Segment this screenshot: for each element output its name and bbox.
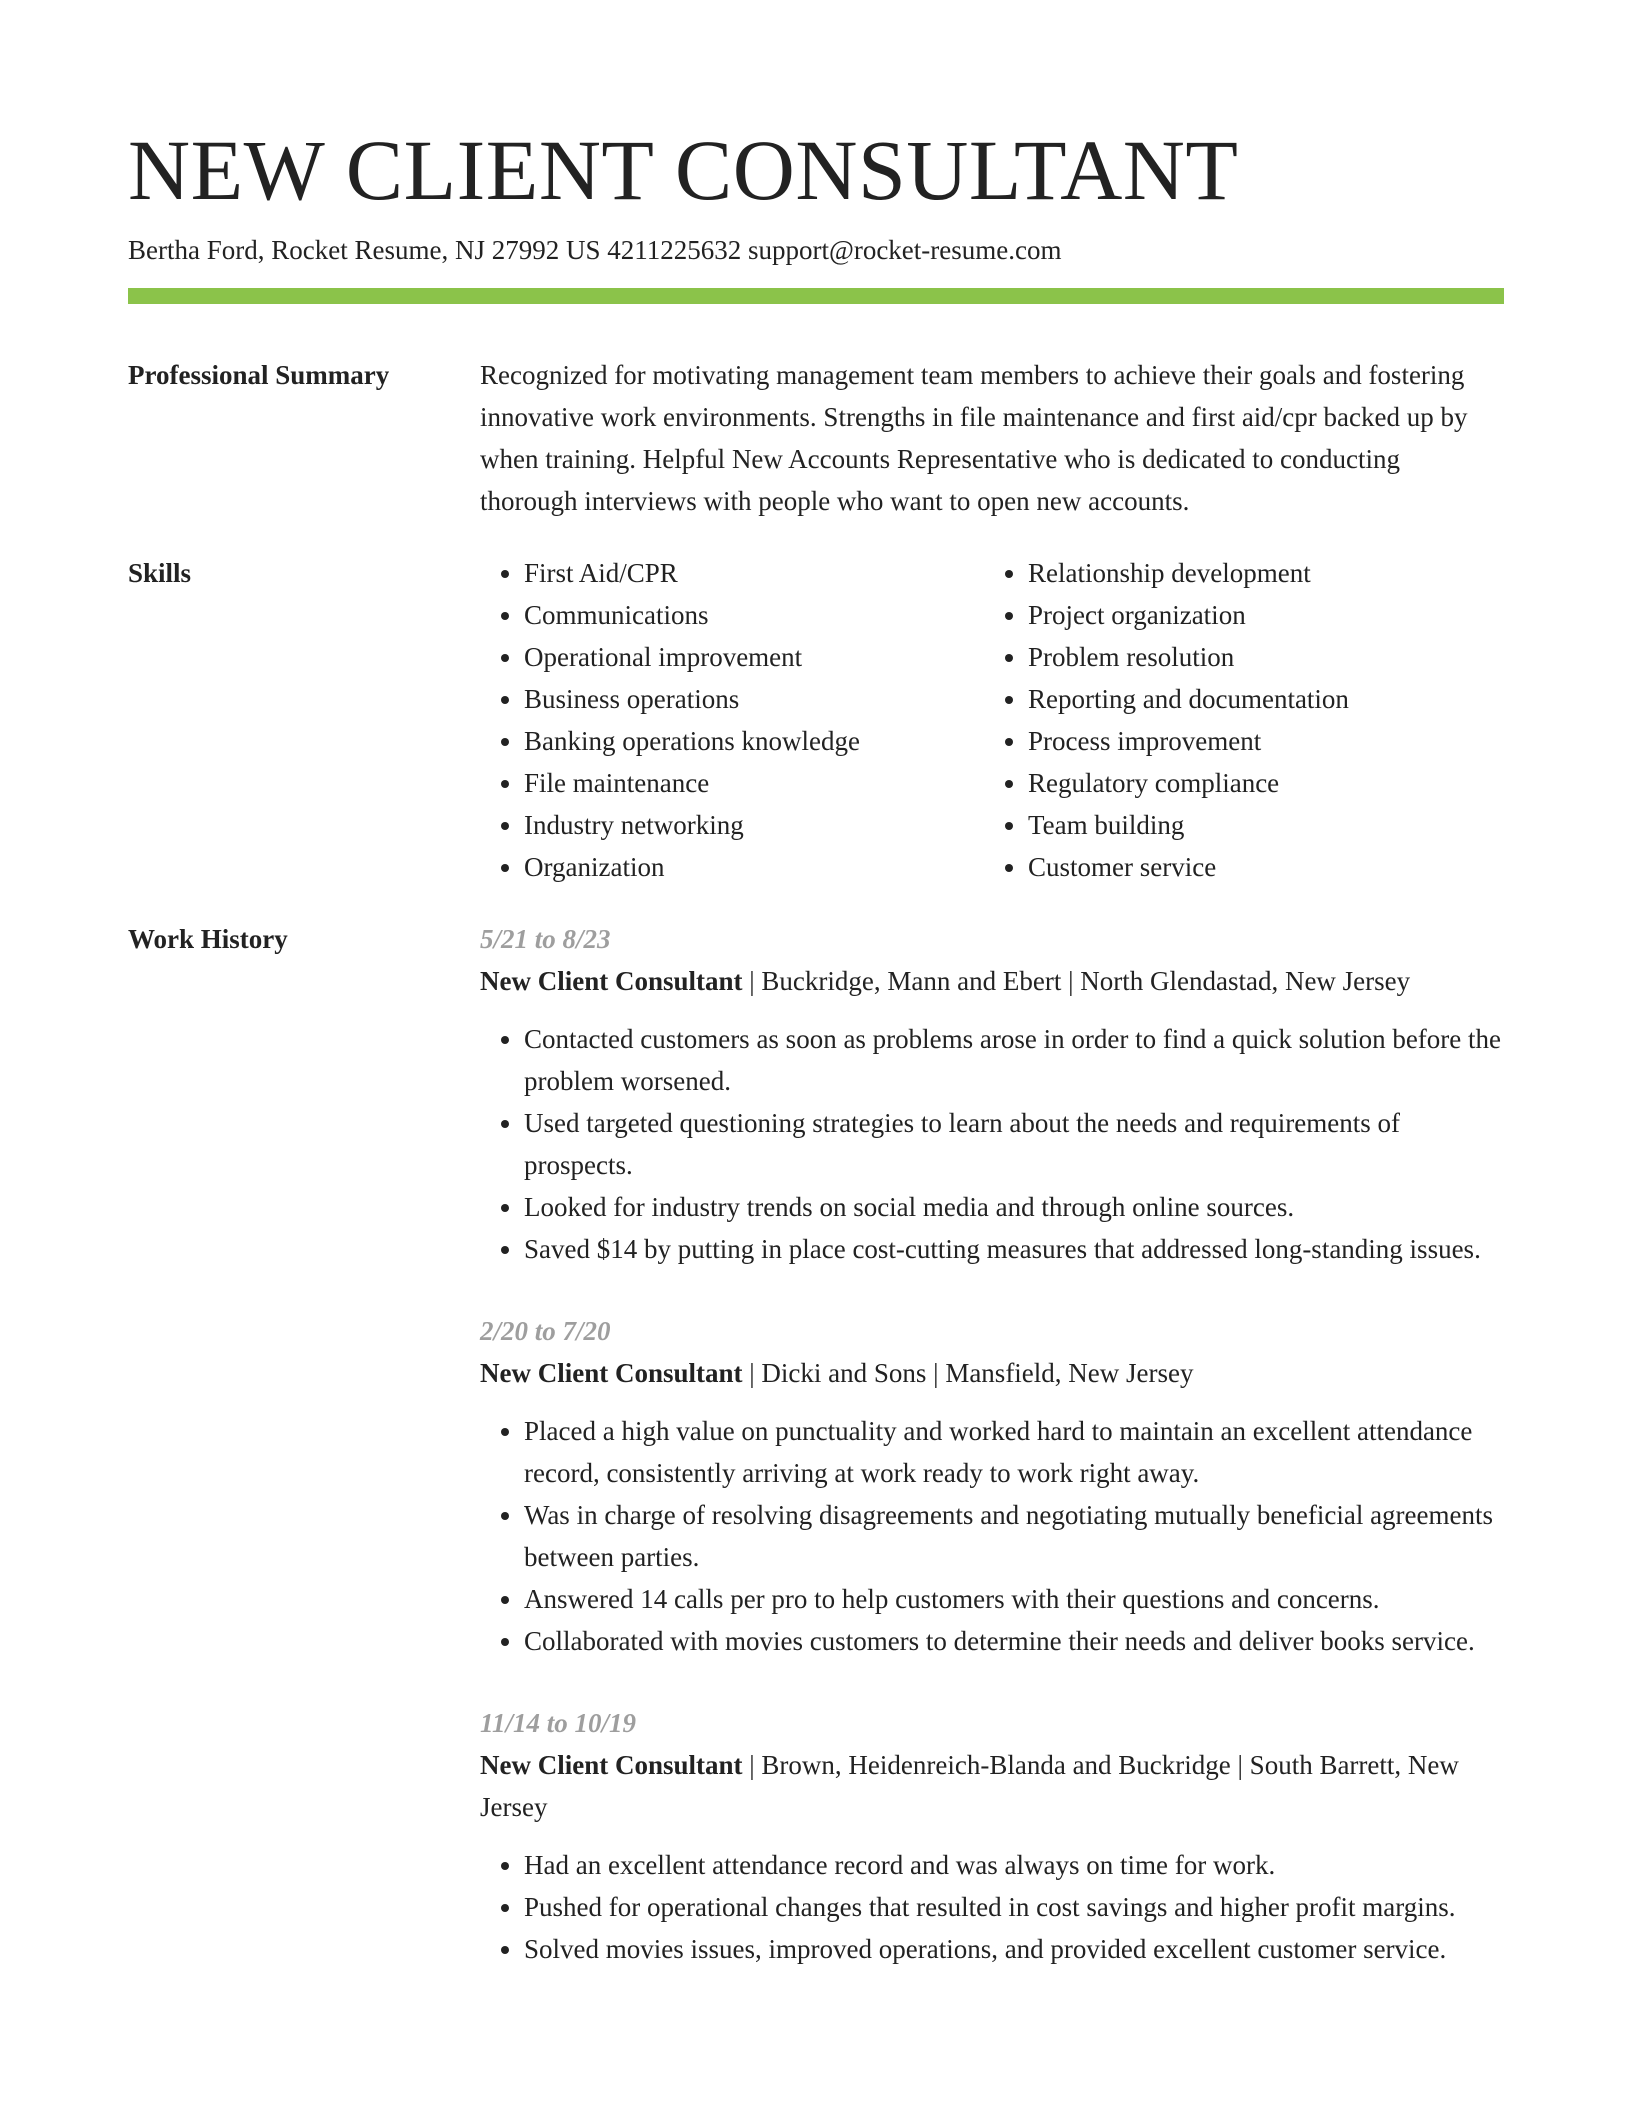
skill-item: • Reporting and documentation — [1028, 678, 1488, 720]
skill-item: • File maintenance — [524, 762, 984, 804]
job-bullet: • Answered 14 calls per pro to help customers with their questions and concerns. — [524, 1578, 1504, 1620]
job-heading — [480, 960, 1504, 1002]
job-bullet: • Had an excellent attendance record and was always on time for work. — [524, 1844, 1504, 1886]
summary-label: Professional Summary — [128, 360, 390, 390]
job-title: New Client Consultant — [480, 1358, 743, 1388]
skill-item: • Problem resolution — [1028, 636, 1488, 678]
skill-item: • Industry networking — [524, 804, 984, 846]
job-details: | Buckridge, Mann and Ebert | North Glendastad, New Jersey — [742, 966, 1411, 996]
skills-section — [128, 552, 1504, 888]
job-title: New Client Consultant — [480, 1750, 743, 1780]
skill-item: • Process improvement — [1028, 720, 1488, 762]
job-bullet: • Placed a high value on punctuality and worked hard to maintain an excellent attendance record, consistently arriving at work ready to work right away. — [524, 1410, 1504, 1494]
skill-item: • Communications — [524, 594, 984, 636]
skill-item: • Regulatory compliance — [1028, 762, 1488, 804]
job-details: | Brown, Heidenreich-Blanda and Buckridge | South Barrett, New Jersey — [480, 1750, 1459, 1822]
job-dates: 2/20 to 7/20 — [480, 1316, 611, 1346]
skills-label: Skills — [128, 558, 192, 588]
job-bullets — [480, 1410, 1504, 1662]
job-bullet: • Looked for industry trends on social media and through online sources. — [524, 1186, 1504, 1228]
job-bullet: • Collaborated with movies customers to determine their needs and deliver books service. — [524, 1620, 1504, 1662]
job-dates: 11/14 to 10/19 — [480, 1708, 637, 1738]
job-bullets — [480, 1844, 1504, 1970]
job-heading — [480, 1744, 1504, 1828]
job-bullet: • Contacted customers as soon as problems arose in order to find a quick solution before the problem worsened. — [524, 1018, 1504, 1102]
skill-item: • Operational improvement — [524, 636, 984, 678]
skill-item: • First Aid/CPR — [524, 552, 984, 594]
skill-item: • Organization — [524, 846, 984, 888]
skill-item: • Banking operations knowledge — [524, 720, 984, 762]
resume-title: NEW CLIENT CONSULTANT — [128, 122, 1239, 218]
job-entry — [480, 1310, 1504, 1662]
work-history-section — [128, 918, 1504, 1970]
job-bullet: • Saved $14 by putting in place cost-cutting measures that addressed long-standing issues. — [524, 1228, 1504, 1270]
skill-item: • Team building — [1028, 804, 1488, 846]
skills-column-2 — [984, 552, 1488, 888]
job-dates: 5/21 to 8/23 — [480, 924, 611, 954]
job-entry — [480, 918, 1504, 1270]
job-title: New Client Consultant — [480, 966, 743, 996]
contact-line: Bertha Ford, Rocket Resume, NJ 27992 US 4211225632 support@rocket-resume.com — [128, 235, 1062, 265]
job-entry — [480, 1702, 1504, 1970]
job-bullet: • Solved movies issues, improved operations, and provided excellent customer service. — [524, 1928, 1504, 1970]
job-bullet: • Pushed for operational changes that resulted in cost savings and higher profit margins. — [524, 1886, 1504, 1928]
skill-item: • Relationship development — [1028, 552, 1488, 594]
job-bullet: • Was in charge of resolving disagreements and negotiating mutually beneficial agreements between parties. — [524, 1494, 1504, 1578]
header-accent-rule — [128, 288, 1504, 304]
work-history-label: Work History — [128, 924, 288, 954]
job-bullet: • Used targeted questioning strategies to learn about the needs and requirements of prospects. — [524, 1102, 1504, 1186]
summary-section — [128, 354, 1504, 522]
summary-text: Recognized for motivating management team members to achieve their goals and fostering innovative work environments. Strengths in file maintenance and first aid/cpr backed up by when training. Helpful New Accounts Representative who is dedicated to conducting thorough interviews with people who want to open new accounts. — [480, 360, 1468, 516]
resume-page — [128, 120, 1504, 1970]
job-details: | Dicki and Sons | Mansfield, New Jersey — [742, 1358, 1194, 1388]
job-bullets — [480, 1018, 1504, 1270]
skills-column-1 — [480, 552, 984, 888]
job-heading — [480, 1352, 1504, 1394]
skill-item: • Customer service — [1028, 846, 1488, 888]
skill-item: • Project organization — [1028, 594, 1488, 636]
skill-item: • Business operations — [524, 678, 984, 720]
